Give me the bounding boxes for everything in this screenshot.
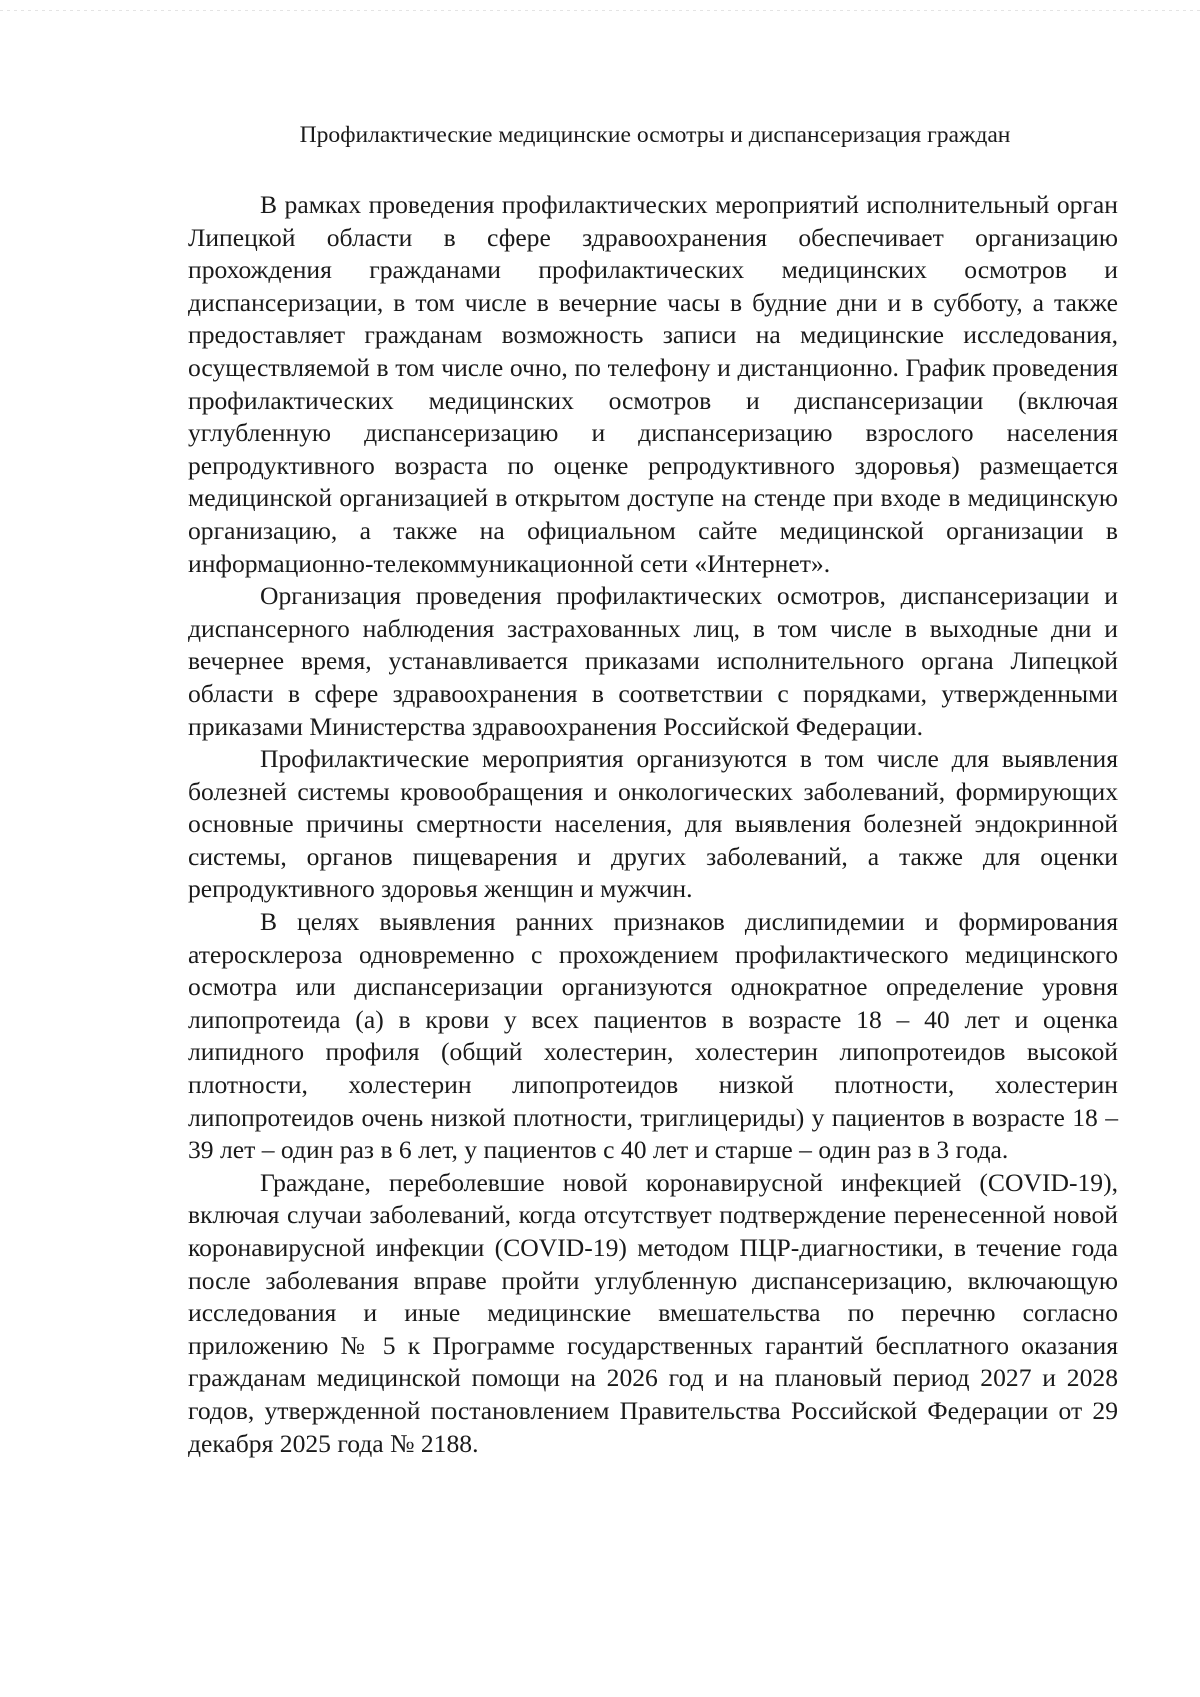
paragraph-2: Организация проведения профилактических осмотров, диспансеризации и диспансерного наблюдения застрахованных лиц, в том числе в выходные дни и вечернее время, устанавливается приказами исполнительного органа Липецкой области в сфере здравоохранения в соответствии с порядками, утвержденными приказами Министерства здравоохранения Российской Федерации.	[188, 581, 1118, 741]
paragraph-4: В целях выявления ранних признаков дислипидемии и формирования атеросклероза одновременно с прохождением профилактического медицинского осмотра или диспансеризации организуются однократное определение уровня липопротеида (а) в крови у всех пациентов в возрасте 18 – 40 лет и оценка липидного профиля (общий холестерин, холестерин липопротеидов высокой плотности, холестерин липопротеидов низкой плотности, холестерин липопротеидов очень низкой плотности, триглицериды) у пациентов в возрасте 18 – 39 лет – один раз в 6 лет, у пациентов с 40 лет и старше – один раз в 3 года.	[188, 907, 1118, 1165]
paragraph-5: Граждане, переболевшие новой коронавирусной инфекцией (COVID-19), включая случаи заболеваний, когда отсутствует подтверждение перенесенной новой коронавирусной инфекции (COVID-19) методом ПЦР-диагностики, в течение года после заболевания вправе пройти углубленную диспансеризацию, включающую исследования и иные медицинские вмешательства по перечню согласно приложению № 5 к Программе государственных гарантий бесплатного оказания гражданам медицинской помощи на 2026 год и на плановый период 2027 и 2028 годов, утвержденной постановлением Правительства Российской Федерации от 29 декабря 2025 года № 2188.	[188, 1167, 1118, 1458]
paragraph-3: Профилактические мероприятия организуются в том числе для выявления болезней системы кровообращения и онкологических заболеваний, формирующих основные причины смертности населения, для выявления болезней эндокринной системы, органов пищеварения и других заболеваний, а также для оценки репродуктивного здоровья женщин и мужчин.	[188, 744, 1118, 904]
scan-edge-line	[0, 10, 1200, 11]
document-body	[188, 189, 1118, 1460]
document-title: Профилактические медицинские осмотры и диспансеризация граждан	[299, 122, 1011, 148]
paragraph-1: В рамках проведения профилактических мероприятий исполнительный орган Липецкой области в сфере здравоохранения обеспечивает организацию прохождения гражданами профилактических медицинских осмотров и диспансеризации, в том числе в вечерние часы в будние дни и в субботу, а также предоставляет гражданам возможность записи на медицинские исследования, осуществляемой в том числе очно, по телефону и дистанционно. График проведения профилактических медицинских осмотров и диспансеризации (включая углубленную диспансеризацию и диспансеризацию взрослого населения репродуктивного возраста по оценке репродуктивного здоровья) размещается медицинской организацией в открытом доступе на стенде при входе в медицинскую организацию, а также на официальном сайте медицинской организации в информационно-телекоммуникационной сети «Интернет».	[188, 190, 1118, 578]
